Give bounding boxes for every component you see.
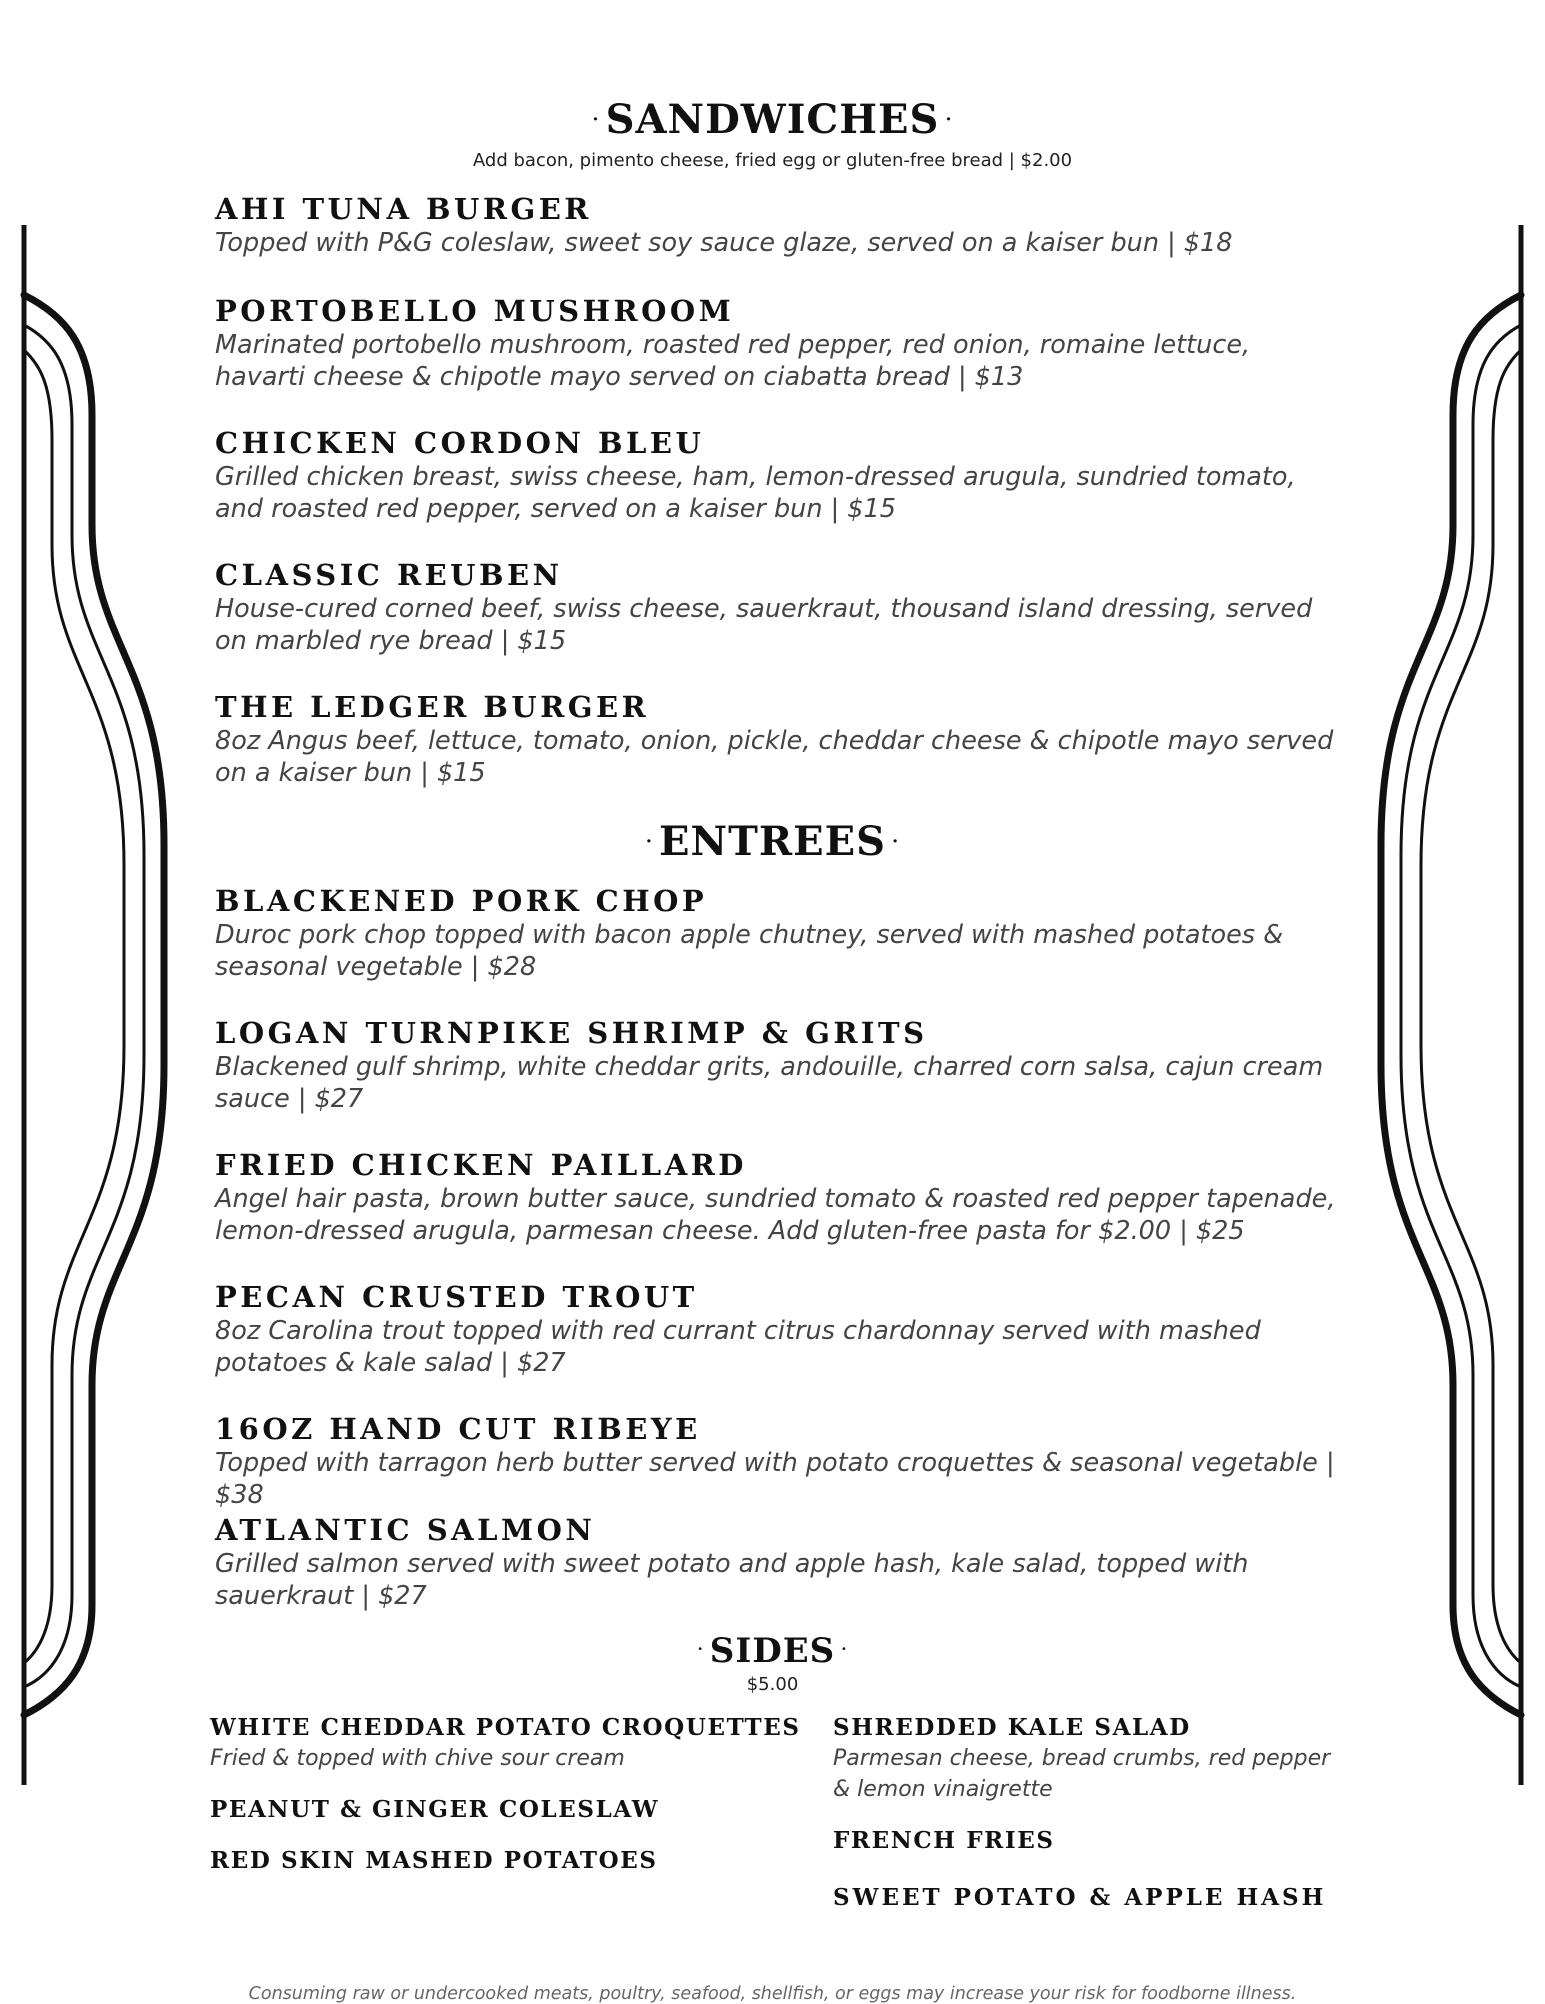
side-item bbox=[833, 1826, 1333, 1856]
item-description: 8oz Angus beef, lettuce, tomato, onion, pickle, cheddar cheese & chipotle mayo served on a kaiser bun | $15 bbox=[215, 726, 1334, 788]
item-name: BLACKENED PORK CHOP bbox=[215, 884, 708, 918]
item-description: 8oz Carolina trout topped with red currant citrus chardonnay served with mashed potatoes & kale salad | $27 bbox=[215, 1316, 1261, 1378]
item-name: PORTOBELLO MUSHROOM bbox=[215, 294, 735, 328]
item-name: 16OZ HAND CUT RIBEYE bbox=[215, 1412, 701, 1446]
side-name: SHREDDED KALE SALAD bbox=[833, 1714, 1191, 1741]
item-description: Angel hair pasta, brown butter sauce, sundried tomato & roasted red pepper tapenade, lemon-dressed arugula, parmesan cheese. Add gluten-free pasta for $2.00 | $25 bbox=[215, 1184, 1336, 1246]
side-item bbox=[833, 1883, 1353, 1913]
item-description: Duroc pork chop topped with bacon apple chutney, served with mashed potatoes & seasonal vegetable | $28 bbox=[215, 920, 1284, 982]
menu-item bbox=[215, 1015, 1345, 1115]
sides-heading bbox=[0, 1631, 1545, 1671]
side-name: FRENCH FRIES bbox=[833, 1827, 1055, 1854]
entrees-heading bbox=[0, 818, 1545, 865]
left-ornament bbox=[14, 225, 174, 1785]
item-description: Grilled salmon served with sweet potato and apple hash, kale salad, topped with sauerkraut | $27 bbox=[215, 1549, 1249, 1611]
heading-bullet: · bbox=[891, 830, 900, 852]
menu-item bbox=[215, 191, 1345, 259]
right-ornament bbox=[1371, 225, 1531, 1785]
item-name: FRIED CHICKEN PAILLARD bbox=[215, 1148, 747, 1182]
item-description: Topped with tarragon herb butter served with potato croquettes & seasonal vegetable | $38 bbox=[215, 1448, 1335, 1510]
heading-bullet: · bbox=[697, 1640, 704, 1658]
menu-item bbox=[215, 1147, 1345, 1247]
menu-item bbox=[215, 1279, 1345, 1379]
menu-item bbox=[215, 689, 1345, 789]
side-description: Parmesan cheese, bread crumbs, red pepper & lemon vinaigrette bbox=[833, 1746, 1331, 1802]
side-name: SWEET POTATO & APPLE HASH bbox=[833, 1884, 1327, 1911]
side-name: WHITE CHEDDAR POTATO CROQUETTES bbox=[210, 1714, 801, 1741]
entrees-title: ENTREES bbox=[659, 818, 886, 865]
item-description: Topped with P&G coleslaw, sweet soy sauce glaze, served on a kaiser bun | $18 bbox=[215, 228, 1233, 258]
heading-bullet: · bbox=[592, 108, 600, 130]
item-name: CHICKEN CORDON BLEU bbox=[215, 426, 705, 460]
side-item bbox=[833, 1713, 1333, 1805]
item-name: PECAN CRUSTED TROUT bbox=[215, 1280, 698, 1314]
menu-item bbox=[215, 425, 1345, 525]
heading-bullet: · bbox=[841, 1640, 848, 1658]
menu-item bbox=[215, 293, 1345, 393]
item-description: Blackened gulf shrimp, white cheddar grits, andouille, charred corn salsa, cajun cream sauce | $27 bbox=[215, 1052, 1324, 1114]
sides-price: $5.00 bbox=[746, 1674, 799, 1695]
item-description: House-cured corned beef, swiss cheese, sauerkraut, thousand island dressing, served on marbled rye bread | $15 bbox=[215, 594, 1313, 656]
sides-title: SIDES bbox=[709, 1631, 836, 1671]
side-item bbox=[210, 1795, 770, 1825]
side-name: PEANUT & GINGER COLESLAW bbox=[210, 1796, 660, 1823]
heading-bullet: · bbox=[645, 830, 654, 852]
item-name: ATLANTIC SALMON bbox=[215, 1513, 596, 1547]
item-description: Marinated portobello mushroom, roasted red pepper, red onion, romaine lettuce, havarti cheese & chipotle mayo served on ciabatta bread | $13 bbox=[215, 330, 1251, 392]
side-item bbox=[210, 1846, 770, 1876]
heading-bullet: · bbox=[945, 108, 953, 130]
item-description: Grilled chicken breast, swiss cheese, ham, lemon-dressed arugula, sundried tomato, and roasted red pepper, served on a kaiser bun | $15 bbox=[215, 462, 1296, 524]
menu-item bbox=[215, 557, 1345, 657]
item-name: LOGAN TURNPIKE SHRIMP & GRITS bbox=[215, 1016, 928, 1050]
sandwiches-note: Add bacon, pimento cheese, fried egg or gluten-free bread | $2.00 bbox=[472, 150, 1073, 171]
side-item bbox=[210, 1713, 801, 1774]
sandwiches-title: SANDWICHES bbox=[605, 96, 940, 143]
item-name: CLASSIC REUBEN bbox=[215, 558, 563, 592]
menu-item bbox=[215, 1411, 1345, 1511]
side-description: Fried & topped with chive sour cream bbox=[210, 1746, 625, 1771]
menu-item bbox=[215, 883, 1345, 983]
item-name: AHI TUNA BURGER bbox=[215, 192, 592, 226]
sandwiches-heading bbox=[0, 96, 1545, 143]
food-safety-disclaimer: Consuming raw or undercooked meats, poultry, seafood, shellfish, or eggs may increase your risk for foodborne illness. bbox=[248, 1984, 1297, 2004]
menu-item bbox=[215, 1512, 1345, 1612]
item-name: THE LEDGER BURGER bbox=[215, 690, 650, 724]
side-name: RED SKIN MASHED POTATOES bbox=[210, 1847, 658, 1874]
